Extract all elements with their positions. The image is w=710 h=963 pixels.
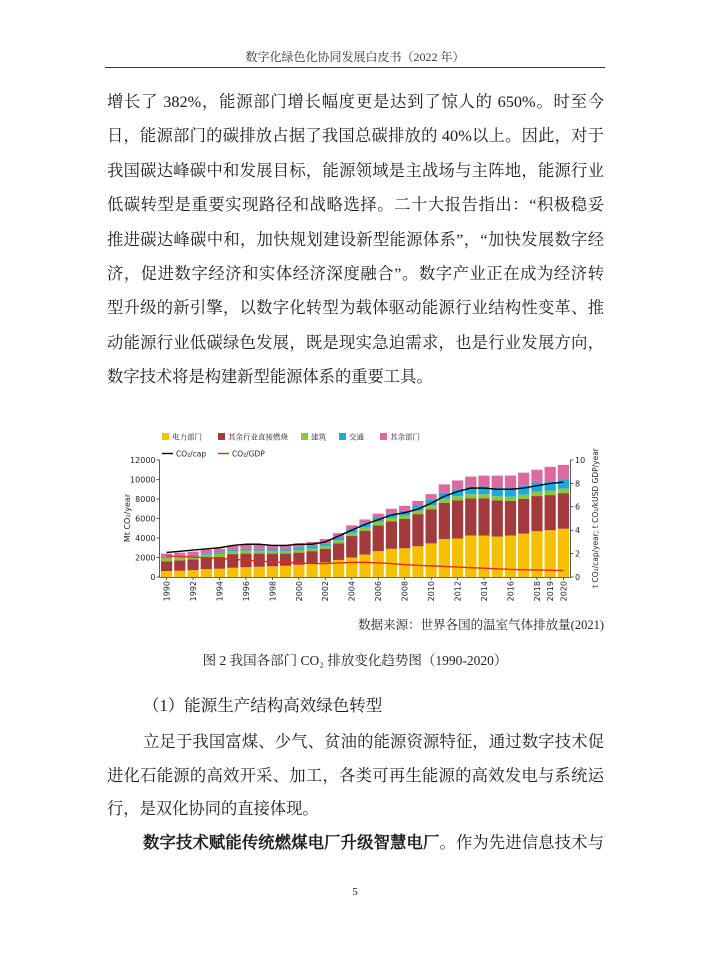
bar-transport-1992: [187, 555, 198, 556]
bar-other-industry-combustion-2012: [452, 500, 463, 538]
bar-buildings-2005: [359, 527, 370, 530]
bar-buildings-2020: [558, 488, 569, 493]
x-tick-label: 1990: [162, 581, 172, 602]
legend-swatch-buildings: [301, 433, 308, 440]
bar-buildings-2010: [426, 505, 437, 509]
bar-transport-1997: [254, 549, 265, 551]
bar-electricity-1995: [227, 568, 238, 577]
legend-swatch-electricity: [162, 433, 169, 440]
bar-other-industry-combustion-2015: [492, 500, 503, 536]
bar-electricity-2009: [412, 546, 423, 577]
bar-electricity-2010: [426, 543, 437, 577]
bar-other-industry-combustion-2006: [373, 525, 384, 551]
bars-group: [161, 465, 569, 577]
page-number: 5: [352, 886, 358, 898]
bar-other-industry-combustion-2004: [346, 536, 357, 557]
x-tick-label: 2012: [453, 581, 463, 602]
x-tick-label: 2018: [532, 581, 542, 602]
bar-other-industry-combustion-2003: [333, 543, 344, 560]
y-tick-label-right: 0: [575, 572, 581, 582]
bar-electricity-2011: [439, 539, 450, 577]
legend-swatch-transport: [339, 433, 346, 440]
figure-caption: 图 2 我国各部门 CO₂ 排放变化趋势图（1990-2020）: [202, 653, 508, 668]
bar-buildings-1996: [240, 550, 251, 553]
y-tick-label-left: 2000: [135, 553, 156, 563]
y-axis-title-right: t CO₂/cap/year; t CO₂/kUSD GDP/year: [591, 448, 600, 588]
y-tick-label-right: 4: [575, 526, 581, 536]
bar-buildings-2012: [452, 496, 463, 500]
bar-other-sectors-2015: [492, 476, 503, 488]
bar-other-sectors-2010: [426, 494, 437, 500]
tick-labels-group: [130, 456, 585, 601]
bar-other-sectors-2012: [452, 480, 463, 489]
bar-transport-2002: [320, 543, 331, 546]
x-tick-label: 1996: [241, 581, 251, 602]
header-rule: [105, 67, 605, 68]
bar-buildings-2011: [439, 499, 450, 503]
paragraph-line: 立足于我国富煤、少气、贫油的能源资源特征，通过数字技术促: [143, 732, 604, 751]
bar-other-industry-combustion-2010: [426, 509, 437, 543]
bar-other-industry-combustion-2011: [439, 503, 450, 539]
y-tick-label-right: 2: [575, 549, 581, 559]
bar-other-sectors-2006: [373, 514, 384, 518]
bar-buildings-2001: [306, 548, 317, 551]
emissions-chart: [120, 428, 610, 613]
legend-label-co2-per-cap: CO₂/cap: [176, 449, 207, 459]
x-tick-label: 2008: [400, 581, 410, 602]
paragraph-line: 推进碳达峰碳中和，加快规划建设新型能源体系”，“加快发展数字经: [107, 229, 604, 249]
paragraph-line: [107, 826, 604, 860]
y-tick-label-left: 8000: [135, 494, 156, 504]
x-tick-label: 1992: [188, 581, 198, 602]
bar-other-industry-combustion-1992: [187, 559, 198, 570]
paragraph-line: 动能源行业低碳绿色发展，既是现实急迫需求，也是行业发展方向，: [107, 332, 604, 352]
bar-electricity-2016: [505, 536, 516, 577]
bar-buildings-2018: [531, 492, 542, 496]
bar-buildings-1994: [214, 554, 225, 557]
x-tick-label: 2016: [506, 581, 516, 602]
x-tick-label: 2006: [374, 581, 384, 602]
x-tick-label: 2019: [546, 581, 556, 602]
x-tick-label: 1998: [268, 581, 278, 602]
x-tick-label: 2014: [479, 581, 489, 602]
bar-electricity-2001: [306, 564, 317, 577]
bar-other-sectors-2013: [465, 477, 476, 487]
bar-other-sectors-2016: [505, 476, 516, 488]
bar-buildings-2009: [412, 510, 423, 514]
bar-buildings-2014: [478, 494, 489, 498]
y-tick-label-right: 10: [575, 455, 586, 465]
paragraph-line: 我国碳达峰碳中和发展目标，能源领域是主战场与主阵地，能源行业: [107, 160, 604, 180]
bar-other-industry-combustion-1999: [280, 554, 291, 566]
bar-electricity-1994: [214, 569, 225, 577]
bar-other-industry-combustion-1991: [174, 560, 185, 570]
y-tick-label-left: 10000: [130, 475, 156, 485]
y-axis-title-left: Mt CO₂/year: [123, 493, 132, 543]
bar-other-sectors-2014: [478, 476, 489, 487]
bar-other-sectors-1994: [214, 549, 225, 553]
bar-buildings-1995: [227, 551, 238, 554]
bar-other-industry-combustion-2014: [478, 499, 489, 536]
bar-other-sectors-2007: [386, 509, 397, 514]
bar-other-sectors-2009: [412, 501, 423, 506]
bar-electricity-1996: [240, 567, 251, 577]
y-tick-label-left: 12000: [130, 455, 156, 465]
bar-other-industry-combustion-2005: [359, 531, 370, 555]
bar-buildings-1998: [267, 551, 278, 554]
bar-electricity-2008: [399, 548, 410, 577]
bar-other-sectors-1997: [254, 545, 265, 549]
bar-other-industry-combustion-2002: [320, 549, 331, 563]
bar-buildings-2016: [505, 497, 516, 501]
paragraph-line: 日，能源部门的碳排放占据了我国总碳排放的 40%以上。因此，对于: [107, 126, 604, 146]
paragraph-line: 数字技术将是构建新型能源体系的重要工具。: [107, 367, 433, 387]
y-tick-label-left: 0: [150, 572, 156, 582]
bar-other-industry-combustion-2009: [412, 514, 423, 546]
bar-other-industry-combustion-2007: [386, 521, 397, 548]
paragraph-line: 低碳转型是重要实现路径和战略选择。二十大报告指出：“积极稳妥: [107, 195, 604, 215]
x-tick-label: 2000: [294, 581, 304, 602]
bar-other-sectors-2019: [545, 467, 556, 481]
y-tick-label-right: 6: [575, 502, 581, 512]
bar-buildings-2019: [545, 491, 556, 496]
legend: [162, 432, 420, 459]
bar-electricity-2004: [346, 558, 357, 578]
section-heading: （1）能源生产结构高效绿色转型: [143, 696, 383, 715]
bar-electricity-2012: [452, 538, 463, 577]
y-tick-label-right: 8: [575, 479, 581, 489]
bar-other-sectors-2020: [558, 465, 569, 479]
legend-label-electricity: 电力部门: [172, 432, 202, 442]
bar-other-sectors-2011: [439, 484, 450, 492]
bar-transport-1995: [227, 549, 238, 551]
bar-other-industry-combustion-2008: [399, 519, 410, 548]
bar-transport-1998: [267, 549, 278, 551]
bar-buildings-2004: [346, 533, 357, 536]
bar-other-sectors-1991: [174, 553, 185, 556]
bar-transport-1999: [280, 549, 291, 551]
bar-electricity-2000: [293, 565, 304, 577]
bar-electricity-1999: [280, 566, 291, 577]
paragraph-line: 行，是双化协同的直接体现。: [107, 799, 319, 818]
bar-other-industry-combustion-1990: [161, 561, 172, 571]
paragraph-line: 增长了 382%，能源部门增长幅度更是达到了惊人的 650%。时至今: [107, 92, 604, 111]
bold-lead-text: 数字技术赋能传统燃煤电厂升级智慧电厂: [143, 833, 440, 852]
x-tick-label: 2004: [347, 581, 357, 602]
bar-transport-2020: [558, 479, 569, 488]
bar-buildings-1990: [161, 558, 172, 561]
bar-buildings-2017: [518, 495, 529, 499]
bar-buildings-2007: [386, 518, 397, 522]
bar-electricity-1997: [254, 567, 265, 577]
bar-buildings-2002: [320, 546, 331, 549]
bar-other-sectors-1996: [240, 545, 251, 549]
bar-electricity-1991: [174, 571, 185, 577]
bar-buildings-2013: [465, 494, 476, 498]
bar-electricity-2013: [465, 536, 476, 577]
legend-label-other-sectors: 其余部门: [390, 432, 420, 442]
bar-electricity-2014: [478, 536, 489, 577]
bar-transport-1994: [214, 552, 225, 554]
paragraph-text: 。作为先进信息技术与: [439, 833, 604, 852]
x-tick-label: 2002: [321, 581, 331, 602]
bar-electricity-2006: [373, 551, 384, 577]
bar-buildings-1997: [254, 551, 265, 554]
bar-buildings-2003: [333, 540, 344, 543]
bar-buildings-2008: [399, 515, 410, 519]
paragraph-3: [107, 826, 604, 860]
bar-transport-2000: [293, 548, 304, 550]
bar-electricity-2015: [492, 537, 503, 577]
bar-other-industry-combustion-2018: [531, 496, 542, 531]
bar-other-industry-combustion-1998: [267, 554, 278, 567]
bar-other-sectors-2017: [518, 473, 529, 486]
legend-swatch-other-industry-combustion: [218, 433, 225, 440]
paragraph-line: 济，促进数字经济和实体经济深度融合”。数字产业正在成为经济转: [107, 263, 604, 283]
bar-other-industry-combustion-2001: [306, 551, 317, 564]
x-tick-label: 2020: [559, 581, 569, 602]
figure-source: 数据来源：世界各国的温室气体排放量(2021): [358, 618, 604, 632]
bar-other-industry-combustion-2017: [518, 499, 529, 534]
bar-other-sectors-2018: [531, 470, 542, 483]
bar-other-sectors-2008: [399, 506, 410, 511]
bar-buildings-2015: [492, 496, 503, 500]
legend-label-co2-per-gdp: CO₂/GDP: [232, 449, 265, 459]
paragraph-line: 型升级的新引擎，以数字化转型为载体驱动能源行业结构性变革、推: [107, 298, 604, 318]
y-tick-label-left: 6000: [135, 514, 156, 524]
bar-other-sectors-1992: [187, 552, 198, 555]
bar-electricity-1993: [201, 569, 212, 577]
legend-label-buildings: 建筑: [311, 432, 326, 442]
x-tick-label: 2010: [427, 581, 437, 602]
legend-label-transport: 交通: [349, 432, 364, 442]
bar-buildings-1991: [174, 557, 185, 560]
legend-label-other-industry-combustion: 其余行业直接燃烧: [228, 432, 288, 442]
bar-electricity-2002: [320, 562, 331, 577]
paragraph-line: 进化石能源的高效开采、加工，各类可再生能源的高效发电与系统运: [107, 765, 604, 785]
paragraph-1: [107, 85, 604, 395]
x-tick-label: 1994: [215, 581, 225, 602]
bar-other-industry-combustion-2019: [545, 495, 556, 530]
bar-other-industry-combustion-2020: [558, 493, 569, 529]
bar-transport-1990: [161, 557, 172, 558]
bar-transport-2001: [306, 546, 317, 548]
bar-other-industry-combustion-1993: [201, 558, 212, 569]
running-header: 数字化绿色化协同发展白皮书（2022 年）: [245, 50, 465, 64]
legend-swatch-other-sectors: [380, 433, 387, 440]
bar-transport-1993: [201, 553, 212, 554]
bar-electricity-2005: [359, 555, 370, 577]
paragraph-2: [107, 725, 604, 826]
bar-electricity-1998: [267, 566, 278, 577]
bar-buildings-1999: [280, 551, 291, 554]
bar-electricity-1990: [161, 571, 172, 577]
y-tick-label-left: 4000: [135, 533, 156, 543]
bar-other-industry-combustion-2013: [465, 499, 476, 536]
bar-transport-1996: [240, 549, 251, 551]
bar-electricity-1992: [187, 570, 198, 577]
bar-buildings-2000: [293, 550, 304, 553]
bar-buildings-2006: [373, 522, 384, 526]
bar-other-industry-combustion-1995: [227, 554, 238, 568]
bar-other-industry-combustion-2016: [505, 501, 516, 536]
bar-other-sectors-1993: [201, 550, 212, 554]
